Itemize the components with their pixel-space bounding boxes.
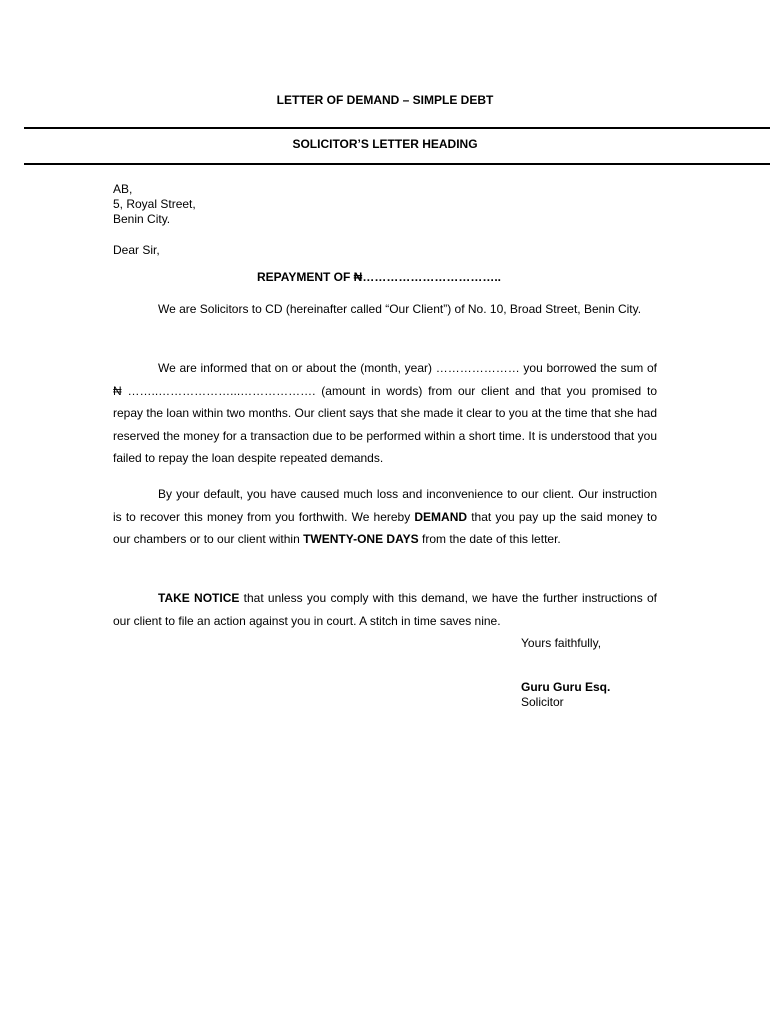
paragraph-loan-details: We are informed that on or about the (month, year) ………………… you borrowed the sum of ₦ ……..………………...………………. (amount in words) from our client and that you promised to repay the loan within two months. Our client says that she made it clear to you at the time that she had reserved the money for a transaction due to be performed within a short time. It is understood that you failed to repay the loan despite repeated demands. — [113, 361, 657, 465]
document-title: LETTER OF DEMAND – SIMPLE DEBT — [276, 93, 494, 107]
salutation: Dear Sir, — [113, 243, 160, 257]
bottom-divider — [24, 163, 770, 165]
signatory-name: Guru Guru Esq. — [521, 680, 611, 694]
signatory-role: Solicitor — [521, 695, 564, 709]
top-divider — [24, 127, 770, 129]
subject-line: REPAYMENT OF ₦…………………………….. — [257, 270, 502, 284]
paragraph-demand — [113, 483, 657, 551]
address-line-street: 5, Royal Street, — [113, 197, 196, 211]
demand-keyword: DEMAND — [414, 509, 468, 524]
demand-text-1: By your default, you have caused much loss and inconvenience to our client. Our instruction is to recover this money from you forthwith. We hereby — [113, 487, 657, 524]
signature-block — [521, 680, 610, 710]
address-line-city: Benin City. — [113, 212, 171, 226]
demand-text-3: from the date of this letter. — [418, 532, 561, 546]
closing-line: Yours faithfully, — [521, 636, 602, 650]
take-notice-keyword: TAKE NOTICE — [158, 591, 240, 605]
recipient-address — [113, 182, 196, 227]
letter-heading: SOLICITOR’S LETTER HEADING — [292, 137, 478, 151]
demand-text-2: that you pay up the said money to our chambers or to our client within — [113, 509, 658, 546]
address-line-name: AB, — [113, 182, 133, 196]
paragraph-notice — [113, 587, 657, 632]
deadline-keyword: TWENTY-ONE DAYS — [303, 532, 419, 546]
notice-text: that unless you comply with this demand, we have the further instructions of our client to file an action against you in court. A stitch in time saves nine. — [113, 591, 657, 628]
paragraph-client-intro: We are Solicitors to CD (hereinafter called “Our Client”) of No. 10, Broad Street, Benin City. — [158, 302, 642, 316]
